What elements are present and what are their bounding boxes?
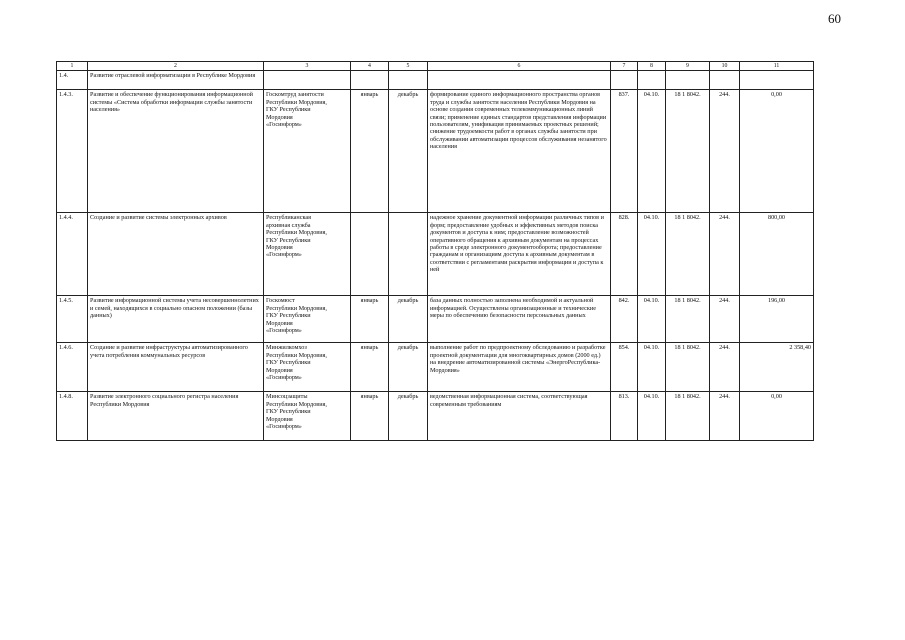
code-10: 244. bbox=[710, 213, 740, 296]
executor: Госкомтруд занятости Республики Мордовия, ГКУ Республики Мордовия «Госинформ» bbox=[264, 90, 351, 213]
code-8: 04.10. bbox=[638, 296, 666, 343]
end-month: декабрь bbox=[389, 392, 428, 441]
page-number: 60 bbox=[828, 11, 841, 26]
executor: Госкомюст Республики Мордовия, ГКУ Республики Мордовия «Госинформ» bbox=[264, 296, 351, 343]
column-header: 4 bbox=[351, 62, 389, 71]
start-month: январь bbox=[351, 90, 389, 213]
code-7: 842. bbox=[611, 296, 638, 343]
column-header: 8 bbox=[638, 62, 666, 71]
activity-name: Развитие отраслевой информатизации в Республике Мордовия bbox=[88, 71, 264, 90]
end-month: декабрь bbox=[389, 296, 428, 343]
code-10: 244. bbox=[710, 343, 740, 392]
expected-result bbox=[428, 71, 611, 90]
code-7: 837. bbox=[611, 90, 638, 213]
code-10: 244. bbox=[710, 392, 740, 441]
start-month bbox=[351, 213, 389, 296]
activity-name: Создание и развитие инфраструктуры автоматизированного учета потребления коммунальных ресурсов bbox=[88, 343, 264, 392]
code-9: 18 1 8042. bbox=[666, 90, 710, 213]
table-row bbox=[57, 90, 814, 213]
start-month: январь bbox=[351, 392, 389, 441]
code-9 bbox=[666, 71, 710, 90]
column-header: 5 bbox=[389, 62, 428, 71]
code-10 bbox=[710, 71, 740, 90]
amount: 800,00 bbox=[740, 213, 814, 296]
code-9: 18 1 8042. bbox=[666, 343, 710, 392]
code-8: 04.10. bbox=[638, 213, 666, 296]
executor bbox=[264, 71, 351, 90]
code-7: 828. bbox=[611, 213, 638, 296]
code-7 bbox=[611, 71, 638, 90]
amount: 0,00 bbox=[740, 392, 814, 441]
amount bbox=[740, 71, 814, 90]
amount: 196,00 bbox=[740, 296, 814, 343]
column-header: 3 bbox=[264, 62, 351, 71]
executor: Республиканская архивная служба Республики Мордовия, ГКУ Республики Мордовия «Госинформ» bbox=[264, 213, 351, 296]
expected-result: ведомственная информационная система, соответствующая современным требованиям bbox=[428, 392, 611, 441]
header-row bbox=[57, 62, 814, 71]
column-header: 7 bbox=[611, 62, 638, 71]
program-table bbox=[56, 61, 814, 441]
start-month: январь bbox=[351, 296, 389, 343]
code-9: 18 1 8042. bbox=[666, 392, 710, 441]
code-8: 04.10. bbox=[638, 343, 666, 392]
column-header: 1 bbox=[57, 62, 88, 71]
code-8 bbox=[638, 71, 666, 90]
amount: 0,00 bbox=[740, 90, 814, 213]
activity-name: Развитие и обеспечение функционирования информационной системы «Система обработки информации службы занятости населения» bbox=[88, 90, 264, 213]
table-row bbox=[57, 296, 814, 343]
activity-name: Развитие электронного социального регистра населения Республики Мордовия bbox=[88, 392, 264, 441]
expected-result: формирование единого информационного пространства органов труда и службы занятости населения Республики Мордовия на основе создания современных телекоммуникационных линий связи; применение единых стандартов представления информации пользователям, унификация принимаемых проектных решений; снижение трудоемкости работ в органах службы занятости при обслуживании автоматизации процессов обслуживания незанятого населения bbox=[428, 90, 611, 213]
executor: Минжилкомхоз Республики Мордовия, ГКУ Республики Мордовия «Госинформ» bbox=[264, 343, 351, 392]
row-number: 1.4.3. bbox=[57, 90, 88, 213]
column-header: 11 bbox=[740, 62, 814, 71]
code-9: 18 1 8042. bbox=[666, 213, 710, 296]
start-month bbox=[351, 71, 389, 90]
column-header: 10 bbox=[710, 62, 740, 71]
executor: Минсоцзащиты Республики Мордовия, ГКУ Республики Мордовия «Госинформ» bbox=[264, 392, 351, 441]
end-month bbox=[389, 71, 428, 90]
row-number: 1.4. bbox=[57, 71, 88, 90]
activity-name: Создание и развитие системы электронных архивов bbox=[88, 213, 264, 296]
code-8: 04.10. bbox=[638, 90, 666, 213]
end-month: декабрь bbox=[389, 343, 428, 392]
code-7: 813. bbox=[611, 392, 638, 441]
column-header: 9 bbox=[666, 62, 710, 71]
row-number: 1.4.8. bbox=[57, 392, 88, 441]
row-number: 1.4.4. bbox=[57, 213, 88, 296]
expected-result: база данных полностью заполнена необходимой и актуальной информацией. Осуществлены организационные и технические меры по обеспечению безопасности персональных данных bbox=[428, 296, 611, 343]
code-10: 244. bbox=[710, 90, 740, 213]
activity-name: Развитие информационной системы учета несовершеннолетних и семей, находящихся в социально опасном положении (базы данных) bbox=[88, 296, 264, 343]
code-7: 854. bbox=[611, 343, 638, 392]
code-10: 244. bbox=[710, 296, 740, 343]
table-row bbox=[57, 213, 814, 296]
expected-result: выполнение работ по предпроектному обследованию и разработке проектной документации для многоквартирных домов (2000 ед.) на внедрение автоматизированной системы «ЭнергоРеспублика-Мордовия» bbox=[428, 343, 611, 392]
code-8: 04.10. bbox=[638, 392, 666, 441]
row-number: 1.4.6. bbox=[57, 343, 88, 392]
column-header: 6 bbox=[428, 62, 611, 71]
table-row bbox=[57, 343, 814, 392]
expected-result: надежное хранение документной информации различных типов и форм; предоставление удобных и эффективных методов поиска документов и доступа к ним; предоставление возможностей оперативного обращения к архивным документам на процессах работы в среде электронного документооборота; предоставление гражданам и организациям доступа к архивным документам в соответствии с регламентами раскрытия информации и доступа к ней bbox=[428, 213, 611, 296]
start-month: январь bbox=[351, 343, 389, 392]
end-month bbox=[389, 213, 428, 296]
table-row bbox=[57, 392, 814, 441]
table-row bbox=[57, 71, 814, 90]
amount: 2 358,40 bbox=[740, 343, 814, 392]
end-month: декабрь bbox=[389, 90, 428, 213]
code-9: 18 1 8042. bbox=[666, 296, 710, 343]
row-number: 1.4.5. bbox=[57, 296, 88, 343]
column-header: 2 bbox=[88, 62, 264, 71]
